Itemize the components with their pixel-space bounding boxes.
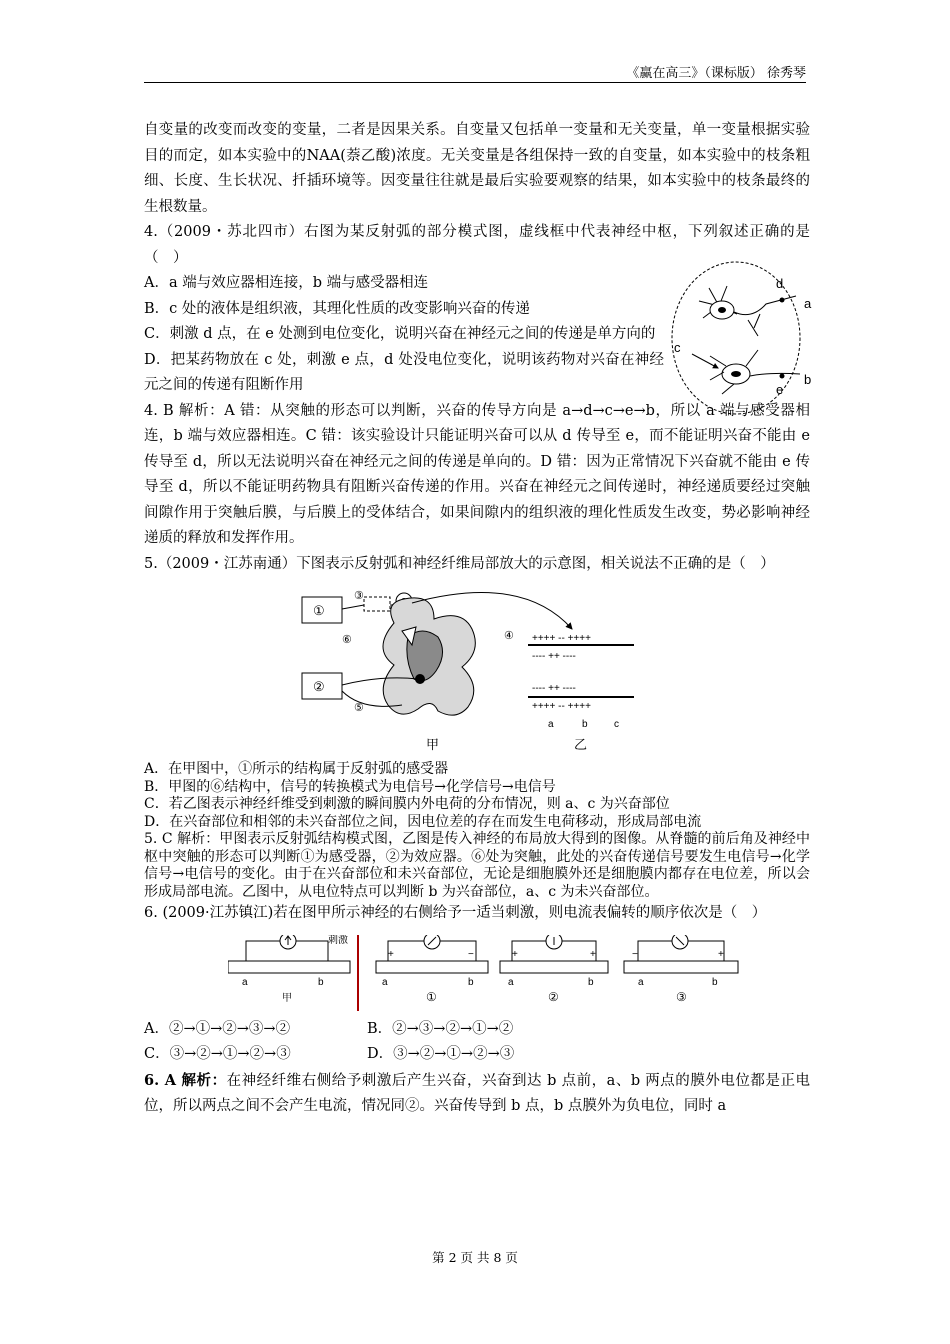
reflex-arc-neuron-figure [664, 246, 814, 416]
meter-3-plus: + [718, 948, 724, 960]
q6-answer [144, 1068, 810, 1120]
meter-1-plus: + [388, 948, 394, 960]
meter-jia-label: 甲 [282, 992, 292, 1004]
page-header [0, 58, 950, 82]
q4-option-a: A．a 端与效应器相连接，b 端与感受器相连 [144, 275, 429, 291]
point-c: c [614, 719, 619, 730]
marker-6: ⑥ [342, 634, 352, 646]
meter-1-b: b [468, 976, 474, 988]
q4-stem: 4.（2009・苏北四市）右图为某反射弧的部分模式图，虚线框中代表神经中枢，下列叙述正确的是（ ） [144, 224, 810, 266]
meter-2-a: a [508, 976, 514, 988]
q6-options-row-2 [144, 1042, 810, 1068]
charge-row-3: ---- ++ ---- [532, 683, 576, 694]
q6-option-c: C．③→②→①→②→③ [144, 1046, 291, 1062]
meter-3-b: b [712, 976, 718, 988]
marker-3-top: ③ [354, 590, 364, 602]
meter-2-b: b [588, 976, 594, 988]
q6-option-b: B．②→③→②→①→② [367, 1020, 514, 1037]
q6-answer-text: 在神经纤维右侧给予刺激后产生兴奋，兴奋到达 b 点前，a、b 两点的膜外电位都是正电位，所以两点之间不会产生电流，情况同②。兴奋传导到 b 点，b 点膜外为负电位，同时 a [144, 1072, 810, 1114]
marker-5: ⑤ [354, 702, 364, 714]
galvanometer-figure [228, 935, 744, 1011]
q4-option-c: C．刺激 d 点，在 e 处测到电位变化，说明兴奋在神经元之间的传递是单方向的 [144, 326, 656, 342]
meter-jia-b: b [318, 976, 324, 988]
meter-3-a: a [638, 976, 644, 988]
meter-2 [500, 935, 608, 1004]
meter-2-label: ② [548, 989, 559, 1004]
q5-option-a: A．在甲图中，①所示的结构属于反射弧的感受器 [144, 761, 449, 777]
label-yi: 乙 [574, 737, 588, 752]
meter-2-plus: + [512, 948, 518, 960]
question-4 [144, 220, 810, 399]
marker-1: ① [313, 603, 325, 618]
q4-answer: 4. B 解析：A 错：从突触的形态可以判断，兴奋的传导方向是 a→d→c→e→b，所以 a 端与感受器相连，b 端与效应器相连。C 错：该实验设计只能证明兴奋可以从 d 传导至 e，而不能证明兴奋不能由 e 传导至 d，所以无法说明兴奋在神经元之间的传递是单向的。D 错：因为正常情况下兴奋就不能由 e 传导至 d，所以不能证明药物具有阻断兴奋传递的作用。兴奋在神经元之间传递时，神经递质要经过突触间隙作用于突触后膜，与后膜上的受体结合，如果间隙内的组织液的理化性质发生改变，势必影响神经递质的释放和发挥作用。 [144, 402, 810, 546]
header-rule [144, 82, 806, 83]
q5-stem: 5.（2009・江苏南通）下图表示反射弧和神经纤维局部放大的示意图，相关说法不正确的是（ ） [144, 555, 775, 572]
page-footer: 第 2 页 共 8 页 [432, 1250, 518, 1265]
meter-1-a: a [382, 976, 388, 988]
point-a: a [548, 719, 554, 730]
header-title: 《赢在高三》（课标版） 徐秀琴 [626, 66, 806, 81]
meter-jia [228, 935, 350, 1004]
q4-option-b: B．c 处的液体是组织液，其理化性质的改变影响兴奋的传递 [144, 300, 530, 317]
marker-4: ④ [504, 630, 514, 642]
meter-1 [376, 935, 488, 1004]
meter-3 [624, 935, 738, 1004]
q6-option-a: A．②→①→②→③→② [144, 1020, 291, 1037]
marker-2: ② [313, 679, 325, 694]
charge-row-1: ++++ -- ++++ [532, 633, 591, 644]
q5-option-b: B．甲图的⑥结构中，信号的转换模式为电信号→化学信号→电信号 [144, 778, 556, 795]
label-a: a [804, 296, 812, 311]
meter-1-minus: − [468, 948, 474, 960]
label-b: b [804, 372, 812, 387]
label-jia: 甲 [426, 737, 440, 752]
intro-paragraph: 自变量的改变而改变的变量，二者是因果关系。自变量又包括单一变量和无关变量，单一变量根据实验目的而定，如本实验中的NAA(萘乙酸)浓度。无关变量是各组保持一致的自变量，如本实验中的枝条粗细、长度、生长状况、扦插环境等。因变量往往就是最后实验要观察的结果，如本实验中的枝条最终的生根数量。 [144, 122, 810, 215]
q4-option-d: D．把某药物放在 c 处，刺激 e 点，d 处没电位变化，说明该药物对兴奋在神经元之间的传递有阻断作用 [144, 351, 664, 393]
q6-answer-label: 6. A 解析： [144, 1071, 227, 1089]
meter-2-plus-right: + [590, 948, 596, 960]
q5-option-c: C．若乙图表示神经纤维受到刺激的瞬间膜内外电荷的分布情况，则 a、c 为兴奋部位 [144, 796, 670, 812]
q6-option-d: D．③→②→①→②→③ [367, 1046, 515, 1062]
membrane-charge-diagram [528, 633, 634, 730]
q5-option-d: D．在兴奋部位和相邻的未兴奋部位之间，因电位差的存在而发生电荷移动，形成局部电流 [144, 813, 702, 830]
label-e: e [776, 382, 784, 397]
label-d: d [776, 276, 784, 291]
point-b: b [582, 719, 588, 730]
charge-row-4: ++++ -- ++++ [532, 701, 591, 712]
meter-jia-a: a [242, 976, 248, 988]
stim-label: 刺激 [328, 934, 348, 946]
meter-3-label: ③ [676, 989, 687, 1004]
reflex-arc-figure [300, 587, 644, 757]
meter-1-label: ① [426, 989, 437, 1004]
label-c: c [674, 340, 681, 355]
charge-row-2: ---- ++ ---- [532, 651, 576, 662]
q6-options-row-1 [144, 1017, 810, 1043]
page-content [144, 118, 810, 1120]
meter-3-minus: − [632, 948, 638, 960]
q6-stem: 6. (2009·江苏镇江)若在图甲所示神经的右侧给予一适当刺激，则电流表偏转的顺序依次是（ ） [144, 905, 767, 921]
q5-answer: 5. C 解析：甲图表示反射弧结构模式图，乙图是传入神经的布局放大得到的图像。从脊髓的前后角及神经中枢中突触的形态可以判断①为感受器，②为效应器。⑥处为突触，此处的兴奋传递信号要发生电信号→化学信号→电信号的变化。由于在兴奋部位和未兴奋部位，无论是细胞膜外还是细胞膜内都存在电位差，所以会形成局部电流。乙图中，从电位特点可以判断 b 为兴奋部位，a、c 为未兴奋部位。 [144, 831, 810, 900]
